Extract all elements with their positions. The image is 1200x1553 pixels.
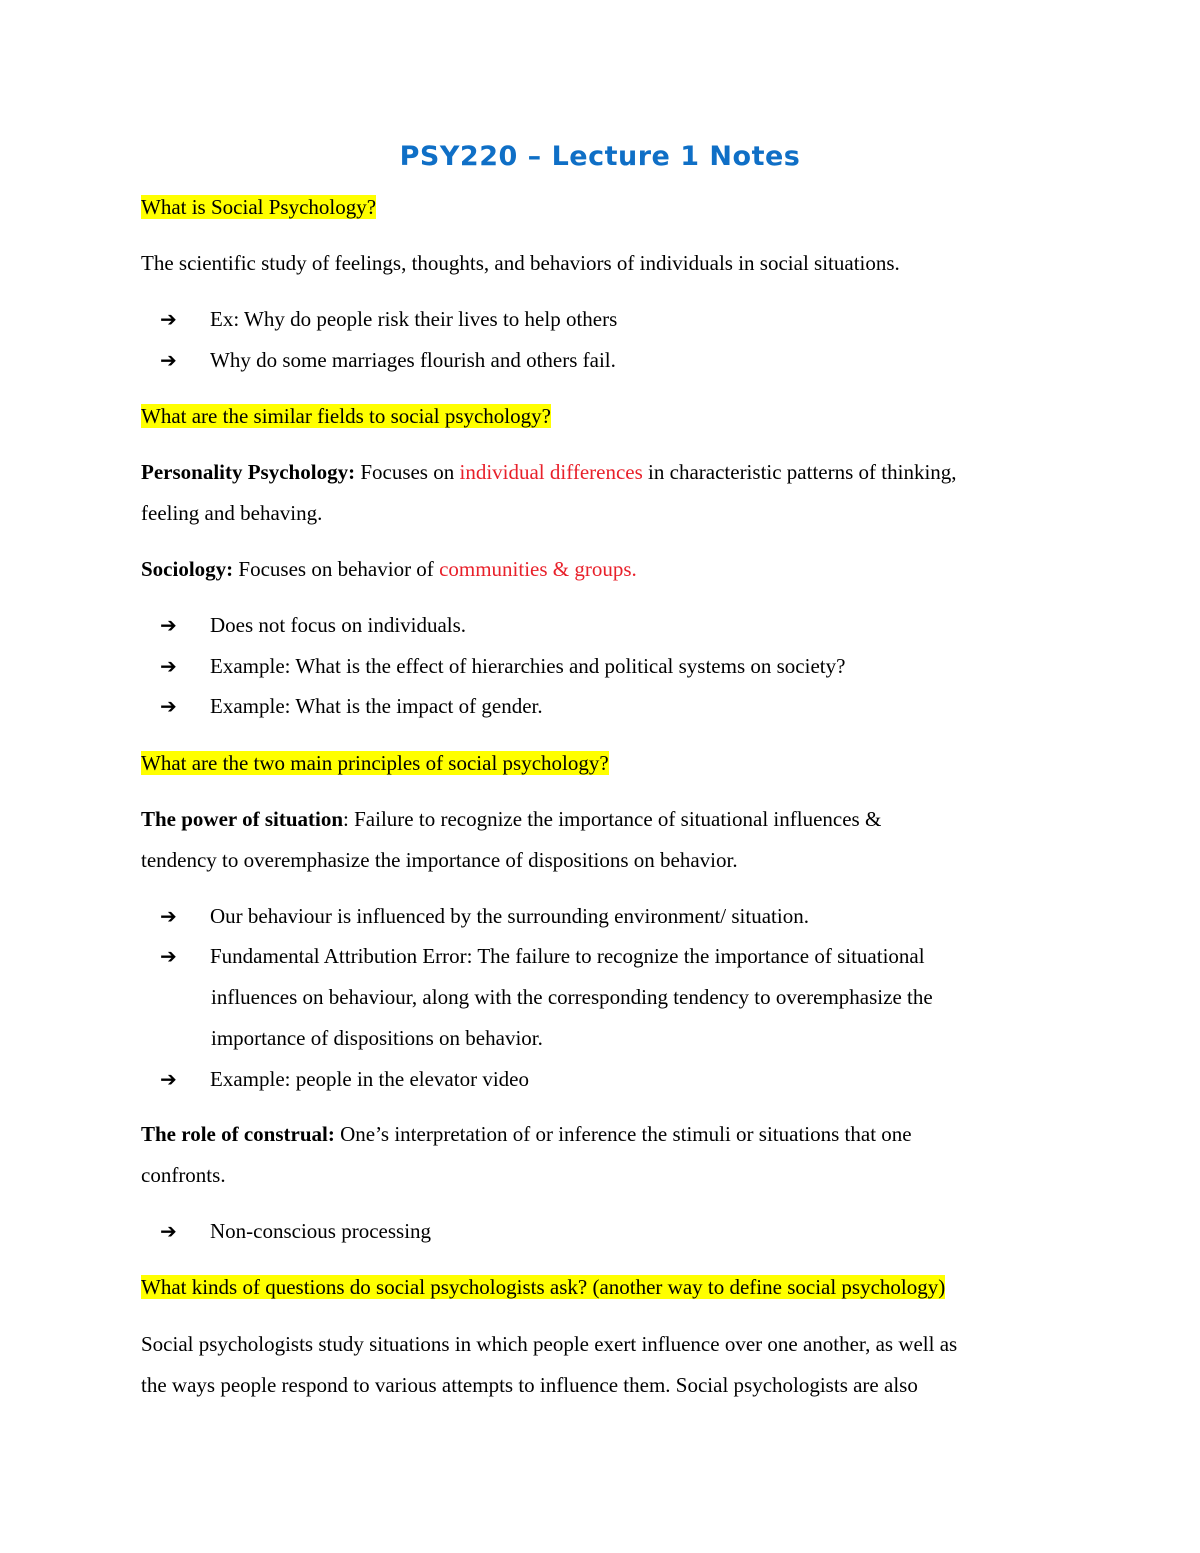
question-text: What is Social Psychology? xyxy=(141,195,377,219)
list-item-continuation: influences on behaviour, along with the corresponding tendency to overemphasize the xyxy=(211,985,933,1009)
list-item xyxy=(160,346,616,374)
question-heading xyxy=(141,193,376,221)
term: The role of construal: xyxy=(141,1122,335,1146)
list-item xyxy=(160,1217,431,1245)
text-run: Focuses on xyxy=(355,460,460,484)
list-item xyxy=(160,942,925,970)
paragraph-continuation: the ways people respond to various attempts to influence them. Social psychologists are also xyxy=(141,1373,918,1397)
list-item-continuation: importance of dispositions on behavior. xyxy=(211,1026,543,1050)
arrow-right-icon: ➔ xyxy=(160,1067,177,1091)
paragraph xyxy=(141,1120,912,1148)
question-text: What kinds of questions do social psychologists ask? (another way to define social psychology) xyxy=(141,1275,946,1299)
arrow-right-icon: ➔ xyxy=(160,1219,177,1243)
list-item xyxy=(160,305,617,333)
term: The power of situation xyxy=(141,807,344,831)
list-item xyxy=(160,902,809,930)
term: Personality Psychology: xyxy=(141,460,356,484)
list-item xyxy=(160,1065,529,1093)
question-heading xyxy=(141,402,551,430)
emphasis-text: communities & groups. xyxy=(439,557,637,581)
list-item-text: Does not focus on individuals. xyxy=(210,613,467,637)
arrow-right-icon: ➔ xyxy=(160,307,177,331)
text-run: in characteristic patterns of thinking, xyxy=(642,460,957,484)
paragraph xyxy=(141,458,957,486)
text-run: One’s interpretation of or inference the stimuli or situations that one xyxy=(334,1122,912,1146)
question-text: What are the similar fields to social psychology? xyxy=(141,404,551,428)
list-item-text: Example: people in the elevator video xyxy=(210,1067,529,1091)
list-item xyxy=(160,652,845,680)
document-title: PSY220 – Lecture 1 Notes xyxy=(399,141,801,172)
arrow-right-icon: ➔ xyxy=(160,348,177,372)
text-run: Focuses on behavior of xyxy=(233,557,440,581)
arrow-right-icon: ➔ xyxy=(160,904,177,928)
term: Sociology: xyxy=(141,557,234,581)
paragraph-continuation: feeling and behaving. xyxy=(141,501,323,525)
list-item-text: Fundamental Attribution Error: The failure to recognize the importance of situational xyxy=(210,944,925,968)
paragraph: The scientific study of feelings, thoughts, and behaviors of individuals in social situations. xyxy=(141,251,900,275)
paragraph-continuation: confronts. xyxy=(141,1163,226,1187)
list-item-text: Example: What is the effect of hierarchies and political systems on society? xyxy=(210,654,846,678)
list-item xyxy=(160,611,466,639)
arrow-right-icon: ➔ xyxy=(160,654,177,678)
emphasis-text: individual differences xyxy=(459,460,643,484)
paragraph xyxy=(141,555,637,583)
list-item-text: Why do some marriages flourish and others fail. xyxy=(210,348,616,372)
list-item-text: Example: What is the impact of gender. xyxy=(210,694,543,718)
list-item-text: Our behaviour is influenced by the surrounding environment/ situation. xyxy=(210,904,809,928)
arrow-right-icon: ➔ xyxy=(160,944,177,968)
list-item-text: Non-conscious processing xyxy=(210,1219,432,1243)
question-heading xyxy=(141,1273,945,1301)
list-item-text: Ex: Why do people risk their lives to help others xyxy=(210,307,618,331)
question-text: What are the two main principles of social psychology? xyxy=(141,751,609,775)
question-heading xyxy=(141,749,609,777)
text-run: : Failure to recognize the importance of situational influences & xyxy=(343,807,882,831)
paragraph: Social psychologists study situations in which people exert influence over one another, as well as xyxy=(141,1332,958,1356)
arrow-right-icon: ➔ xyxy=(160,613,177,637)
arrow-right-icon: ➔ xyxy=(160,694,177,718)
list-item xyxy=(160,692,543,720)
paragraph xyxy=(141,805,881,833)
paragraph-continuation: tendency to overemphasize the importance of dispositions on behavior. xyxy=(141,848,738,872)
